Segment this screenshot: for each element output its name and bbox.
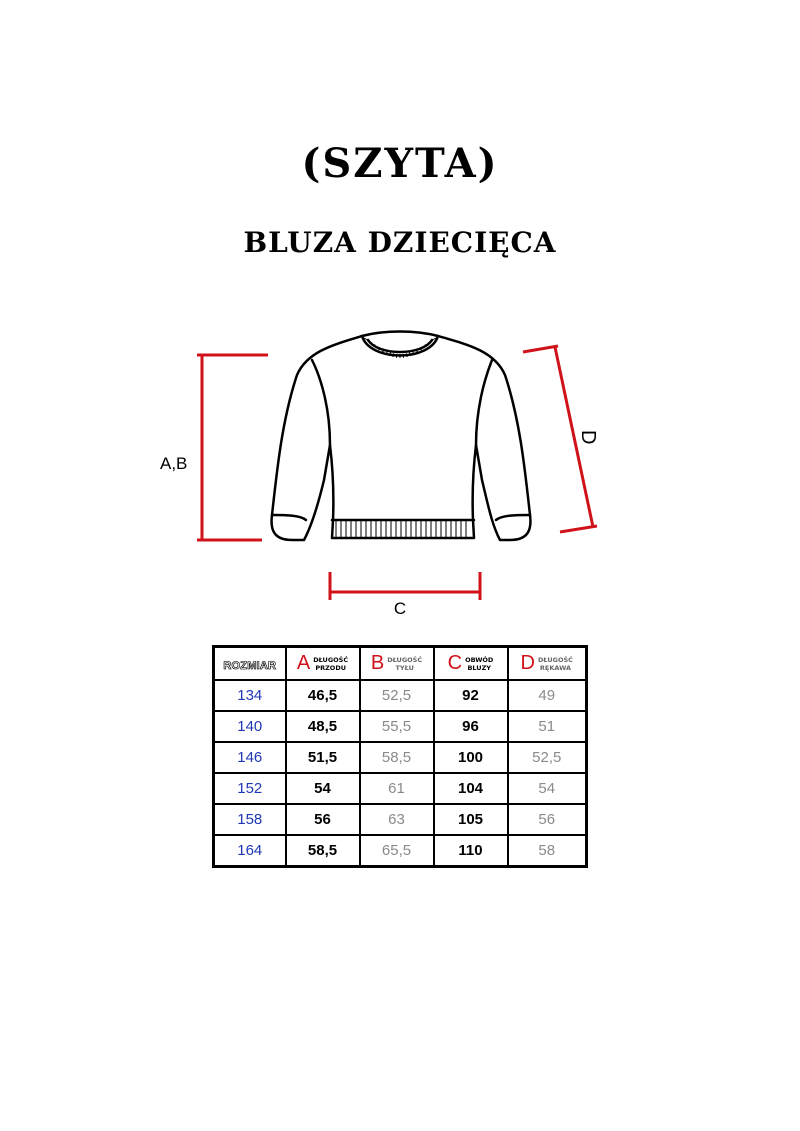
sweatshirt-outline — [272, 332, 531, 541]
cell-size: 158 — [214, 804, 286, 835]
cell-front-length: 56 — [286, 804, 360, 835]
cell-circumference: 110 — [434, 835, 508, 867]
measure-d-label: D — [577, 430, 599, 445]
measure-c-line — [330, 572, 480, 600]
table-row — [214, 742, 587, 773]
size-table — [212, 645, 588, 868]
header-d — [508, 647, 587, 681]
header-b-letter: B — [370, 652, 385, 674]
header-c — [434, 647, 508, 681]
header-c-line2: BLUZY — [467, 663, 491, 672]
cell-back-length: 52,5 — [360, 680, 434, 711]
cell-sleeve-length: 54 — [508, 773, 587, 804]
cell-back-length: 55,5 — [360, 711, 434, 742]
cell-front-length: 46,5 — [286, 680, 360, 711]
header-a-letter: A — [296, 652, 311, 674]
table-row — [214, 711, 587, 742]
cell-size: 164 — [214, 835, 286, 867]
header-size — [214, 647, 286, 681]
cell-size: 140 — [214, 711, 286, 742]
table-row — [214, 680, 587, 711]
cell-size: 146 — [214, 742, 286, 773]
cell-circumference: 105 — [434, 804, 508, 835]
cell-sleeve-length: 52,5 — [508, 742, 587, 773]
page-title: (SZYTA) — [301, 140, 499, 187]
cell-sleeve-length: 49 — [508, 680, 587, 711]
header-a-line2: PRZODU — [315, 663, 347, 672]
ribbing-lines — [336, 338, 466, 537]
cell-circumference: 96 — [434, 711, 508, 742]
table-row — [214, 804, 587, 835]
page-subtitle: BLUZA DZIECIĘCA — [243, 226, 557, 259]
header-d-line1: DŁUGOŚĆ — [538, 655, 573, 664]
cell-front-length: 48,5 — [286, 711, 360, 742]
cell-back-length: 65,5 — [360, 835, 434, 867]
header-a — [286, 647, 360, 681]
table-row — [214, 773, 587, 804]
header-b — [360, 647, 434, 681]
header-size-label: ROZMIAR — [223, 660, 277, 672]
header-d-letter: D — [520, 652, 535, 674]
header-b-line2: TYŁU — [395, 663, 414, 672]
header-c-letter: C — [447, 652, 463, 674]
cell-circumference: 92 — [434, 680, 508, 711]
measure-ab-line — [197, 355, 268, 540]
cell-size: 134 — [214, 680, 286, 711]
header-a-line1: DŁUGOŚĆ — [313, 655, 349, 664]
cell-sleeve-length: 51 — [508, 711, 587, 742]
header-b-line1: DŁUGOŚĆ — [387, 655, 423, 664]
cell-circumference: 100 — [434, 742, 508, 773]
header-d-line2: RĘKAWA — [539, 663, 572, 672]
cell-sleeve-length: 58 — [508, 835, 587, 867]
cell-back-length: 63 — [360, 804, 434, 835]
cell-front-length: 58,5 — [286, 835, 360, 867]
cell-back-length: 61 — [360, 773, 434, 804]
cell-front-length: 51,5 — [286, 742, 360, 773]
cell-size: 152 — [214, 773, 286, 804]
header-c-line1: OBWÓD — [465, 655, 494, 664]
cell-circumference: 104 — [434, 773, 508, 804]
cell-sleeve-length: 56 — [508, 804, 587, 835]
table-header-row — [214, 647, 587, 681]
cell-back-length: 58,5 — [360, 742, 434, 773]
table-row — [214, 835, 587, 867]
measure-c-label: C — [393, 599, 407, 618]
cell-front-length: 54 — [286, 773, 360, 804]
measure-ab-label: A,B — [160, 454, 188, 473]
